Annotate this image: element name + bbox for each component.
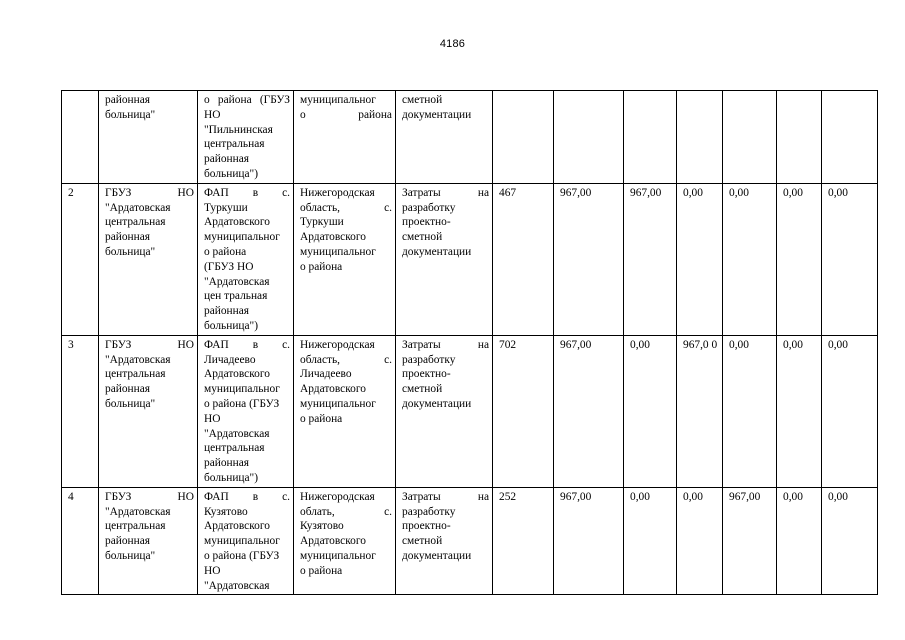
- organization-cell-line: центральная: [105, 520, 166, 533]
- location-cell: [294, 91, 396, 184]
- location-cell-line: Личадеево: [300, 368, 352, 381]
- object-cell-line: "Ардатовская: [204, 427, 270, 440]
- object-cell-line: Кузятово: [204, 505, 248, 518]
- organization-cell-line: больница": [105, 245, 156, 258]
- organization-cell: [99, 183, 198, 335]
- object-cell: [198, 183, 294, 335]
- location-cell-line: облать, с.: [300, 505, 392, 518]
- organization-cell-line: центральная: [105, 368, 166, 381]
- table-row: [62, 335, 878, 487]
- location-cell-line: муниципальног: [300, 549, 376, 562]
- location-cell-line: Нижегородская: [300, 338, 375, 351]
- amount-cell-3: [723, 91, 777, 184]
- object-cell-line: больница"): [204, 167, 259, 180]
- organization-cell-line: ГБУЗ НО: [105, 338, 194, 351]
- object-cell-line: НО: [204, 108, 221, 121]
- total-cell: 967,00: [554, 487, 624, 595]
- location-cell-line: Ардатовского: [300, 535, 366, 548]
- object-cell-line: Ардатовского: [204, 216, 270, 229]
- location-cell-line: Ардатовского: [300, 231, 366, 244]
- amount-cell-1: [624, 91, 677, 184]
- purpose-cell-line: документации: [402, 397, 472, 410]
- object-cell-line: ФАП в с.: [204, 490, 290, 503]
- amount-cell-2: 967,0 0: [677, 335, 723, 487]
- total-cell: [554, 91, 624, 184]
- organization-cell-line: районная: [105, 535, 151, 548]
- object-cell: [198, 91, 294, 184]
- location-cell-line: Кузятово: [300, 520, 344, 533]
- row-number-cell: 4: [62, 487, 99, 595]
- object-cell-line: о района (ГБУЗ: [204, 397, 280, 410]
- amount-cell-3: 0,00: [723, 183, 777, 335]
- total-cell: 967,00: [554, 183, 624, 335]
- object-cell-line: о района: [204, 245, 247, 258]
- purpose-cell-line: документации: [402, 108, 472, 121]
- location-cell-line: Нижегородская: [300, 490, 375, 503]
- amount-cell-2: 0,00: [677, 487, 723, 595]
- organization-cell: [99, 91, 198, 184]
- purpose-cell: [396, 183, 493, 335]
- purpose-cell-line: разработку: [402, 505, 456, 518]
- location-cell-line: Нижегородская: [300, 186, 375, 199]
- amount-cell-1: 967,00: [624, 183, 677, 335]
- organization-cell-line: ГБУЗ НО: [105, 490, 194, 503]
- organization-cell: [99, 487, 198, 595]
- location-cell-line: область, с.: [300, 201, 392, 214]
- organization-cell-line: больница": [105, 108, 156, 121]
- organization-cell-line: районная: [105, 231, 151, 244]
- object-cell-line: НО: [204, 564, 221, 577]
- amount-cell-2: 0,00: [677, 183, 723, 335]
- organization-cell-line: больница": [105, 397, 156, 410]
- code-cell: 702: [493, 335, 554, 487]
- location-cell-line: о района: [300, 260, 343, 273]
- organization-cell-line: ГБУЗ НО: [105, 186, 194, 199]
- total-cell: 967,00: [554, 335, 624, 487]
- purpose-cell-line: сметной: [402, 383, 443, 396]
- page-number: 4186: [439, 38, 466, 50]
- object-cell: [198, 335, 294, 487]
- row-number-cell: [62, 91, 99, 184]
- amount-cell-4: 0,00: [777, 487, 822, 595]
- row-number-cell: 3: [62, 335, 99, 487]
- location-cell-line: Ардатовского: [300, 383, 366, 396]
- object-cell-line: "Пильнинская: [204, 123, 273, 136]
- location-cell-line: муниципальног: [300, 94, 376, 106]
- location-cell-line: Туркуши: [300, 216, 344, 229]
- object-cell-line: Ардатовского: [204, 520, 270, 533]
- code-cell: 252: [493, 487, 554, 595]
- code-cell: 467: [493, 183, 554, 335]
- object-cell-line: цен тральная: [204, 290, 268, 303]
- object-cell-line: НО: [204, 412, 221, 425]
- organization-cell-line: центральная: [105, 216, 166, 229]
- purpose-cell-line: разработку: [402, 353, 456, 366]
- location-cell-line: муниципальног: [300, 245, 376, 258]
- object-cell-line: муниципальног: [204, 383, 280, 396]
- organization-cell-line: районная: [105, 94, 151, 106]
- object-cell-line: ФАП в с.: [204, 338, 290, 351]
- object-cell-line: о района (ГБУЗ: [204, 549, 280, 562]
- amount-cell-5: 0,00: [822, 335, 878, 487]
- object-cell-line: муниципальног: [204, 535, 280, 548]
- location-cell-line: о района: [300, 564, 343, 577]
- object-cell-line: районная: [204, 153, 250, 166]
- amount-cell-5: [822, 91, 878, 184]
- table-row: [62, 183, 878, 335]
- object-cell-line: Личадеево: [204, 353, 256, 366]
- table-row: [62, 487, 878, 595]
- organization-cell: [99, 335, 198, 487]
- amount-cell-1: 0,00: [624, 335, 677, 487]
- object-cell-line: центральная: [204, 138, 265, 151]
- amount-cell-3: 0,00: [723, 335, 777, 487]
- object-cell-line: центральная: [204, 442, 265, 455]
- object-cell: [198, 487, 294, 595]
- purpose-cell-line: Затраты на: [402, 186, 489, 199]
- object-cell-line: Туркуши: [204, 201, 248, 214]
- purpose-cell-line: Затраты на: [402, 490, 489, 503]
- amount-cell-2: [677, 91, 723, 184]
- organization-cell-line: "Ардатовская: [105, 353, 171, 366]
- object-cell-line: "Ардатовская: [204, 275, 270, 288]
- purpose-cell: [396, 487, 493, 595]
- object-cell-line: (ГБУЗ НО: [204, 260, 254, 273]
- purpose-cell-line: документации: [402, 549, 472, 562]
- row-number-cell: 2: [62, 183, 99, 335]
- amount-cell-5: 0,00: [822, 183, 878, 335]
- purpose-cell-line: сметной: [402, 94, 443, 106]
- amount-cell-4: 0,00: [777, 335, 822, 487]
- object-cell-line: больница"): [204, 319, 259, 332]
- amount-cell-5: 0,00: [822, 487, 878, 595]
- amount-cell-3: 967,00: [723, 487, 777, 595]
- code-cell: [493, 91, 554, 184]
- object-cell-line: муниципальног: [204, 231, 280, 244]
- purpose-cell: [396, 335, 493, 487]
- purpose-cell-line: проектно-: [402, 216, 451, 229]
- purpose-cell-line: сметной: [402, 535, 443, 548]
- object-cell-line: ФАП в с.: [204, 186, 290, 199]
- purpose-cell-line: Затраты на: [402, 338, 489, 351]
- table-row: [62, 91, 878, 184]
- object-cell-line: Ардатовского: [204, 368, 270, 381]
- location-cell-line: область, с.: [300, 353, 392, 366]
- organization-cell-line: "Ардатовская: [105, 505, 171, 518]
- object-cell-line: районная: [204, 457, 250, 470]
- object-cell-line: о района (ГБУЗ: [204, 94, 290, 106]
- amount-cell-4: 0,00: [777, 183, 822, 335]
- organization-cell-line: районная: [105, 383, 151, 396]
- location-cell-line: муниципальног: [300, 397, 376, 410]
- organization-cell-line: больница": [105, 549, 156, 562]
- location-cell: [294, 183, 396, 335]
- budget-table: [61, 90, 878, 595]
- purpose-cell-line: проектно-: [402, 520, 451, 533]
- purpose-cell: [396, 91, 493, 184]
- location-cell-line: о района: [300, 412, 343, 425]
- purpose-cell-line: документации: [402, 245, 472, 258]
- organization-cell-line: "Ардатовская: [105, 201, 171, 214]
- object-cell-line: "Ардатовская: [204, 579, 270, 592]
- object-cell-line: районная: [204, 305, 250, 318]
- amount-cell-1: 0,00: [624, 487, 677, 595]
- purpose-cell-line: проектно-: [402, 368, 451, 381]
- amount-cell-4: [777, 91, 822, 184]
- purpose-cell-line: разработку: [402, 201, 456, 214]
- location-cell: [294, 487, 396, 595]
- object-cell-line: больница"): [204, 471, 259, 484]
- location-cell-line: о района: [300, 108, 392, 121]
- location-cell: [294, 335, 396, 487]
- purpose-cell-line: сметной: [402, 231, 443, 244]
